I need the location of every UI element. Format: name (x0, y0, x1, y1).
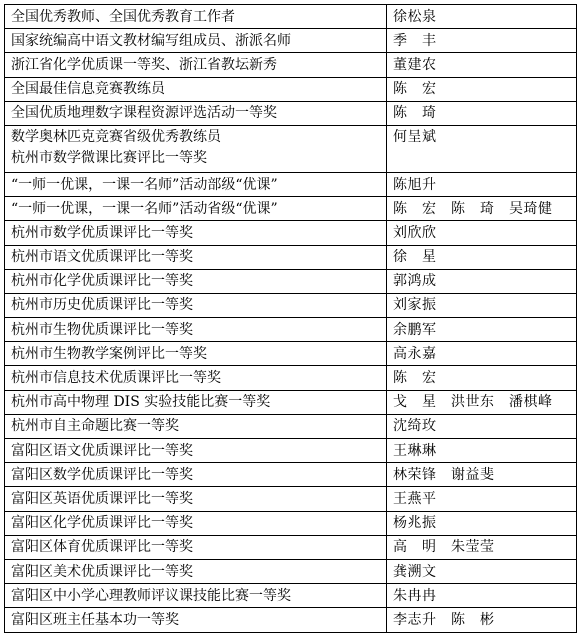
table-row (5, 608, 577, 632)
honors-table-body (5, 5, 577, 633)
teacher-name-cell: 陈旭升 (387, 172, 577, 196)
award-cell: “一师一优课，一课一名师”活动省级“优课” (5, 197, 387, 221)
table-row (5, 390, 577, 414)
teacher-name-cell: 陈 宏 陈 琦 吴琦健 (387, 197, 577, 221)
honors-table-container (4, 4, 577, 633)
teacher-name-cell: 杨兆振 (387, 511, 577, 535)
award-cell: 全国最佳信息竞赛教练员 (5, 77, 387, 101)
table-row (5, 53, 577, 77)
teacher-name-cell: 陈 琦 (387, 101, 577, 125)
award-cell: 杭州市数学优质课评比一等奖 (5, 221, 387, 245)
teacher-name-cell: 陈 宏 (387, 77, 577, 101)
award-cell: 杭州市生物优质课评比一等奖 (5, 318, 387, 342)
award-cell: 全国优秀教师、全国优秀教育工作者 (5, 5, 387, 29)
award-line: 数学奥林匹克竞赛省级优秀教练员 (11, 128, 221, 145)
teacher-name-cell: 戈 星 洪世东 潘棋峰 (387, 390, 577, 414)
table-row (5, 535, 577, 559)
table-row (5, 463, 577, 487)
table-row (5, 584, 577, 608)
award-cell: 浙江省化学优质课一等奖、浙江省教坛新秀 (5, 53, 387, 77)
award-cell: 杭州市生物教学案例评比一等奖 (5, 342, 387, 366)
teacher-name-cell: 何呈斌 (387, 125, 577, 172)
teacher-name-cell: 沈绮玫 (387, 414, 577, 438)
teacher-name-cell: 高永嘉 (387, 342, 577, 366)
teacher-name-cell: 龚溯文 (387, 559, 577, 583)
table-row (5, 293, 577, 317)
teacher-name-cell: 刘欣欣 (387, 221, 577, 245)
table-row (5, 366, 577, 390)
teacher-name-cell: 朱冉冉 (387, 584, 577, 608)
award-cell: 杭州市历史优质课评比一等奖 (5, 293, 387, 317)
award-cell: 全国优质地理数字课程资源评选活动一等奖 (5, 101, 387, 125)
table-row (5, 439, 577, 463)
award-cell: 富阳区化学优质课评比一等奖 (5, 511, 387, 535)
table-row (5, 511, 577, 535)
table-row (5, 221, 577, 245)
table-row (5, 125, 577, 172)
award-cell: 富阳区英语优质课评比一等奖 (5, 487, 387, 511)
award-cell: 杭州市信息技术优质课评比一等奖 (5, 366, 387, 390)
table-row (5, 245, 577, 269)
table-row (5, 414, 577, 438)
award-line: 杭州市数学微课比赛评比一等奖 (11, 149, 207, 166)
award-cell: 国家统编高中语文教材编写组成员、浙派名师 (5, 29, 387, 53)
award-cell: 富阳区数学优质课评比一等奖 (5, 463, 387, 487)
honors-table (4, 4, 577, 633)
teacher-name-cell: 李志升 陈 彬 (387, 608, 577, 632)
award-cell: 杭州市自主命题比赛一等奖 (5, 414, 387, 438)
table-row (5, 172, 577, 196)
award-cell: “一师一优课，一课一名师”活动部级“优课” (5, 172, 387, 196)
teacher-name-cell: 高 明 朱莹莹 (387, 535, 577, 559)
award-cell: 富阳区美术优质课评比一等奖 (5, 559, 387, 583)
award-cell: 杭州市高中物理 DIS 实验技能比赛一等奖 (5, 390, 387, 414)
teacher-name-cell: 陈 宏 (387, 366, 577, 390)
teacher-name-cell: 刘家振 (387, 293, 577, 317)
table-row (5, 197, 577, 221)
table-row (5, 559, 577, 583)
table-row (5, 5, 577, 29)
teacher-name-cell: 郭鸿成 (387, 269, 577, 293)
table-row (5, 101, 577, 125)
award-cell: 富阳区体育优质课评比一等奖 (5, 535, 387, 559)
teacher-name-cell: 王燕平 (387, 487, 577, 511)
award-cell: 富阳区班主任基本功一等奖 (5, 608, 387, 632)
teacher-name-cell: 王琳琳 (387, 439, 577, 463)
teacher-name-cell: 林荣锋 谢益斐 (387, 463, 577, 487)
teacher-name-cell: 徐 星 (387, 245, 577, 269)
award-cell: 杭州市化学优质课评比一等奖 (5, 269, 387, 293)
table-row (5, 29, 577, 53)
teacher-name-cell: 董建农 (387, 53, 577, 77)
teacher-name-cell: 徐松泉 (387, 5, 577, 29)
award-cell: 杭州市语文优质课评比一等奖 (5, 245, 387, 269)
award-cell: 富阳区中小学心理教师评议课技能比赛一等奖 (5, 584, 387, 608)
award-cell: 富阳区语文优质课评比一等奖 (5, 439, 387, 463)
table-row (5, 77, 577, 101)
table-row (5, 342, 577, 366)
teacher-name-cell: 季 丰 (387, 29, 577, 53)
table-row (5, 269, 577, 293)
table-row (5, 487, 577, 511)
table-row (5, 318, 577, 342)
award-cell (5, 125, 387, 172)
teacher-name-cell: 余鹏军 (387, 318, 577, 342)
